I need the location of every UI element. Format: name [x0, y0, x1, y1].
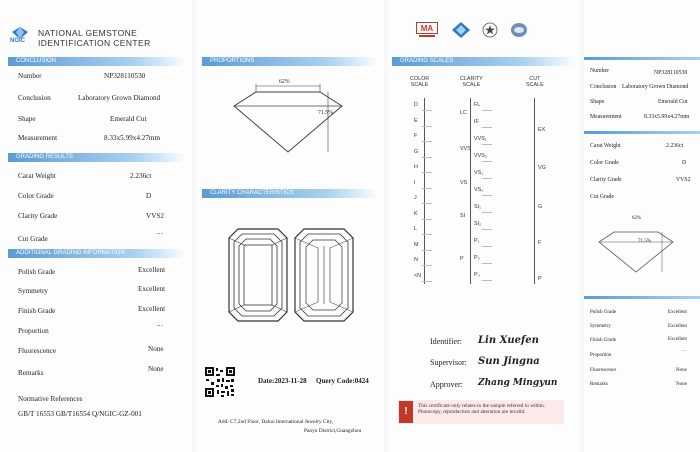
- cut-grade: EX: [538, 127, 546, 133]
- r-fluorescence-value: None: [676, 368, 687, 373]
- r-number-value: NP328110530: [654, 70, 688, 76]
- r-color-label: Color Grade: [590, 160, 619, 166]
- conclusion-header: CONCLUSION: [8, 57, 188, 66]
- r-clarity-label: Clarity Grade: [590, 177, 622, 183]
- polish-value: Excellent: [138, 266, 166, 274]
- approver-signature: Zhang Mingyun: [478, 378, 558, 388]
- color-grade-tick: [422, 234, 432, 235]
- proportions-header: PROPORTIONS: [202, 57, 380, 66]
- depth-percent: 71.5%: [318, 110, 333, 116]
- r-conclusion-label: Conclusion: [590, 84, 617, 90]
- clarity-grade: SI₂: [474, 221, 482, 227]
- clarity-grade-tick: [482, 195, 492, 196]
- r-symmetry-label: Symmetry: [590, 324, 611, 329]
- clarity-diagram-crown: [228, 228, 288, 322]
- r-carat-label: Carat Weight: [590, 143, 621, 149]
- number-value: NP328110530: [104, 72, 146, 80]
- r-depth-percent: 71.5%: [638, 239, 651, 244]
- clarity-group: SI: [460, 213, 466, 219]
- r-symmetry-value: Excellent: [668, 324, 687, 329]
- r-conclusion-value: Laboratory Grown Diamond: [622, 84, 689, 90]
- color-grade: E: [414, 117, 418, 124]
- report-date: Date:2023-11-28: [258, 377, 307, 385]
- shape-label: Shape: [18, 115, 36, 123]
- clarity-grade: FL: [474, 102, 481, 108]
- warning-icon: !: [399, 401, 413, 423]
- remarks-value: None: [148, 365, 164, 373]
- clarity-grade-tick: [482, 178, 492, 179]
- org-line1: NATIONAL GEMSTONE: [38, 28, 138, 38]
- normative-value: GB/T 16553 GB/T16554 Q/NGIC-GZ-001: [18, 410, 142, 418]
- r-proportions-diagram: [596, 222, 676, 274]
- round-seal-logo: [510, 22, 528, 38]
- cut-value: ···: [156, 230, 164, 238]
- clarity-grade: VVS₂: [474, 153, 487, 159]
- color-grade-tick: [422, 203, 432, 204]
- color-grade-tick: [422, 188, 432, 189]
- cma-logo: [416, 22, 438, 38]
- qr-code: [204, 366, 236, 398]
- clarity-grade-tick: [482, 246, 492, 247]
- logo-text: NGIC: [10, 38, 25, 44]
- svg-text:MA: MA: [420, 24, 434, 33]
- carat-label: Carat Weight: [18, 172, 56, 180]
- ngic-logo: [12, 26, 28, 38]
- clarity-grade: SI₁: [474, 204, 481, 210]
- color-grade: D: [414, 102, 418, 108]
- clarity-scale-title: CLARITY SCALE: [460, 76, 483, 88]
- color-grade-tick: [422, 126, 432, 127]
- clarity-grade: P₁: [474, 238, 480, 244]
- measurement-value: 8.33x5.99x4.27mm: [104, 134, 161, 142]
- scales-panel: [388, 0, 580, 452]
- color-grade: J: [414, 195, 417, 201]
- clarity-grade: P₃: [474, 272, 480, 278]
- clarity-grade: VVS₁: [474, 136, 487, 142]
- color-grade-tick: [422, 219, 432, 220]
- r-color-value: D: [682, 160, 687, 166]
- r-shape-label: Shape: [590, 99, 605, 105]
- r-polish-value: Excellent: [668, 310, 687, 315]
- clarity-header: CLARITY CHARACTERISTICS: [202, 189, 380, 198]
- clarity-grade-tick: [482, 212, 492, 213]
- middle-panel: [196, 0, 384, 452]
- color-grade: L: [414, 226, 417, 232]
- cut-grade: VG: [538, 165, 546, 171]
- color-grade: <N: [414, 272, 422, 279]
- identifier-signature: Lin Xuefen: [478, 335, 539, 346]
- color-grade: I: [414, 179, 416, 186]
- conclusion-label: Conclusion: [18, 94, 51, 102]
- color-grade: M: [414, 241, 419, 248]
- notice-text: This certificate only relates to the sample referred to within. Photocopy, reproduction and alteration are invalid.: [418, 403, 546, 415]
- r-measurement-value: 8.33x5.99x4.27mm: [644, 114, 690, 120]
- clarity-grade-tick: [482, 280, 492, 281]
- color-value: D: [146, 192, 152, 200]
- symmetry-value: Excellent: [138, 285, 166, 293]
- color-grade: G: [414, 148, 419, 155]
- clarity-group: VS: [460, 180, 468, 186]
- clarity-grade-tick: [482, 127, 492, 128]
- right-bottom-bar: [584, 296, 700, 299]
- cut-grade: F: [538, 240, 542, 246]
- r-polish-label: Polish Grade: [590, 310, 616, 315]
- color-grade: K: [414, 210, 418, 217]
- color-grade-tick: [422, 172, 432, 173]
- polish-label: Polish Grade: [18, 268, 56, 276]
- clarity-grade-tick: [482, 229, 492, 230]
- color-grade-tick: [422, 281, 432, 282]
- star-seal-logo: [482, 22, 498, 38]
- clarity-grade-tick: [482, 263, 492, 264]
- additional-header: ADDITIONAL GRADING INFORMATION: [8, 249, 188, 258]
- r-remarks-value: None: [676, 382, 687, 387]
- color-label: Color Grade: [18, 192, 54, 200]
- notice-box: [398, 400, 564, 424]
- r-cut-label: Cut Grade: [590, 194, 614, 200]
- normative-title: Normative References: [18, 395, 83, 403]
- left-panel: [0, 0, 192, 452]
- cut-label: Cut Grade: [18, 235, 48, 243]
- approver-label: Approver:: [430, 380, 463, 389]
- diamond-logo: [452, 22, 470, 38]
- color-grade: F: [414, 133, 418, 139]
- r-carat-value: 2.236ct: [666, 143, 684, 149]
- measurement-label: Measurement: [18, 134, 58, 142]
- clarity-diagram-pavilion: [294, 228, 354, 322]
- table-percent: 62%: [279, 79, 290, 85]
- address-line2: Panyu District,Guangzhou: [304, 428, 362, 434]
- proportion-label: Proportion: [18, 327, 49, 335]
- cut-scale-line: [534, 98, 535, 284]
- r-table-percent: 62%: [632, 216, 642, 221]
- supervisor-label: Supervisor:: [430, 358, 467, 367]
- r-clarity-value: VVS2: [676, 177, 691, 183]
- finish-value: Excellent: [138, 305, 166, 313]
- clarity-group: LC: [460, 110, 467, 116]
- r-number-label: Number: [590, 68, 609, 74]
- scales-header: GRADING SCALES: [392, 57, 578, 66]
- clarity-grade-tick: [482, 110, 492, 111]
- identifier-label: Identifier:: [430, 337, 462, 346]
- query-code: Query Code:0424: [316, 377, 369, 385]
- clarity-grade: P₂: [474, 255, 480, 261]
- remarks-label: Remarks: [18, 369, 44, 377]
- clarity-grade-tick: [482, 161, 492, 162]
- r-proportion-label: Proportion: [590, 353, 612, 358]
- color-grade-tick: [422, 157, 432, 158]
- color-grade-tick: [422, 141, 432, 142]
- right-top-bar: [584, 57, 700, 60]
- proportion-value: ···: [156, 322, 164, 330]
- clarity-grade: VS₂: [474, 187, 484, 193]
- clarity-grade: VS₁: [474, 170, 484, 176]
- color-grade: N: [414, 257, 418, 263]
- symmetry-label: Symmetry: [18, 287, 48, 295]
- shape-value: Emerald Cut: [110, 115, 147, 123]
- r-remarks-label: Remarks: [590, 382, 608, 387]
- clarity-group: VVS: [460, 146, 471, 152]
- proportions-diagram: [228, 76, 348, 156]
- address-line1: Add: C7,2nd Floor, Daluo International Jewelry City,: [218, 419, 334, 425]
- color-grade-tick: [422, 265, 432, 266]
- number-label: Number: [18, 72, 42, 80]
- cut-grade: P: [538, 276, 542, 282]
- right-panel: [584, 0, 700, 452]
- r-fluorescence-label: Fluorescence: [590, 368, 617, 373]
- fluorescence-value: None: [148, 345, 164, 353]
- color-grade-tick: [422, 110, 432, 111]
- color-scale-title: COLOR SCALE: [410, 76, 430, 88]
- cut-grade: G: [538, 204, 543, 210]
- clarity-grade-tick: [482, 144, 492, 145]
- cut-scale-title: CUT SCALE: [526, 76, 544, 88]
- clarity-value: VVS2: [146, 212, 164, 220]
- r-measurement-label: Measurement: [590, 114, 622, 120]
- r-proportion-value: ···: [682, 349, 687, 354]
- r-finish-value: Excellent: [668, 337, 687, 342]
- clarity-group: P: [460, 256, 464, 262]
- clarity-label: Clarity Grade: [18, 212, 58, 220]
- right-mid-bar: [584, 131, 700, 134]
- r-shape-value: Emerald Cut: [658, 99, 688, 105]
- finish-label: Finish Grade: [18, 307, 56, 315]
- color-grade-tick: [422, 250, 432, 251]
- clarity-scale-line: [470, 98, 471, 284]
- carat-value: 2.236ct: [130, 172, 152, 180]
- r-finish-label: Finish Grade: [590, 338, 616, 343]
- color-grade: H: [414, 164, 418, 170]
- supervisor-signature: Sun Jingna: [478, 356, 540, 367]
- clarity-grade: IF: [474, 119, 479, 125]
- fluorescence-label: Fluorescence: [18, 347, 56, 355]
- conclusion-value: Laboratory Grown Diamond: [78, 94, 161, 102]
- grading-header: GRADING RESULTS: [8, 153, 188, 162]
- org-line2: IDENTIFICATION CENTER: [38, 38, 151, 48]
